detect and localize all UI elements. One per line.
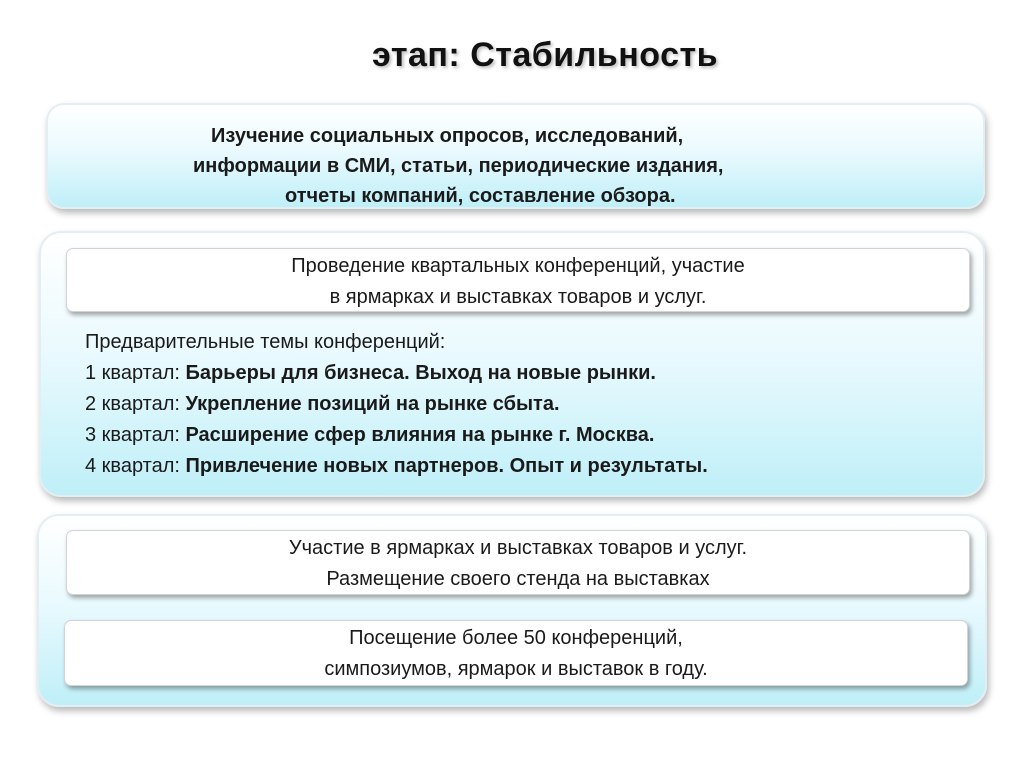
card-line: Размещение своего стенда на выставках — [326, 568, 710, 590]
research-line: Изучение социальных опросов, исследований, — [211, 125, 684, 147]
card-line: Участие в ярмарках и выставках товаров и услуг. — [288, 537, 748, 559]
quarterly-conferences-card — [66, 248, 970, 312]
topics-heading: Предварительные темы конференций: — [85, 331, 446, 353]
conferences-panel — [39, 231, 985, 497]
quarter-topic: Барьеры для бизнеса. Выход на новые рынки. — [185, 362, 656, 384]
quarter-topic: Расширение сфер влияния на рынке г. Москва. — [185, 424, 655, 446]
card-line: Посещение более 50 конференций, — [349, 627, 683, 649]
quarter-label: 4 квартал: — [85, 455, 186, 477]
research-line: информации в СМИ, статьи, периодические издания, — [193, 155, 724, 177]
quarter-row — [85, 389, 708, 420]
exhibition-stand-card — [66, 530, 970, 595]
quarter-label: 2 квартал: — [85, 393, 186, 415]
quarter-label: 1 квартал: — [85, 362, 186, 384]
quarter-topic: Привлечение новых партнеров. Опыт и результаты. — [185, 455, 708, 477]
fairs-panel — [37, 514, 987, 707]
slide-title: этап: Стабильность — [372, 36, 719, 74]
card-line: в ярмарках и выставках товаров и услуг. — [329, 286, 707, 308]
card-line: Проведение квартальных конференций, участие — [291, 255, 745, 277]
research-text — [48, 121, 983, 211]
card-line: симпозиумов, ярмарок и выставок в году. — [324, 658, 708, 680]
research-line: отчеты компаний, составление обзора. — [285, 185, 676, 207]
quarter-row — [85, 420, 708, 451]
conference-topics — [85, 327, 708, 482]
quarter-row — [85, 358, 708, 389]
quarter-row — [85, 451, 708, 482]
quarter-topic: Укрепление позиций на рынке сбыта. — [185, 393, 560, 415]
event-visits-card — [64, 620, 968, 686]
quarter-label: 3 квартал: — [85, 424, 186, 446]
research-panel — [46, 103, 985, 209]
